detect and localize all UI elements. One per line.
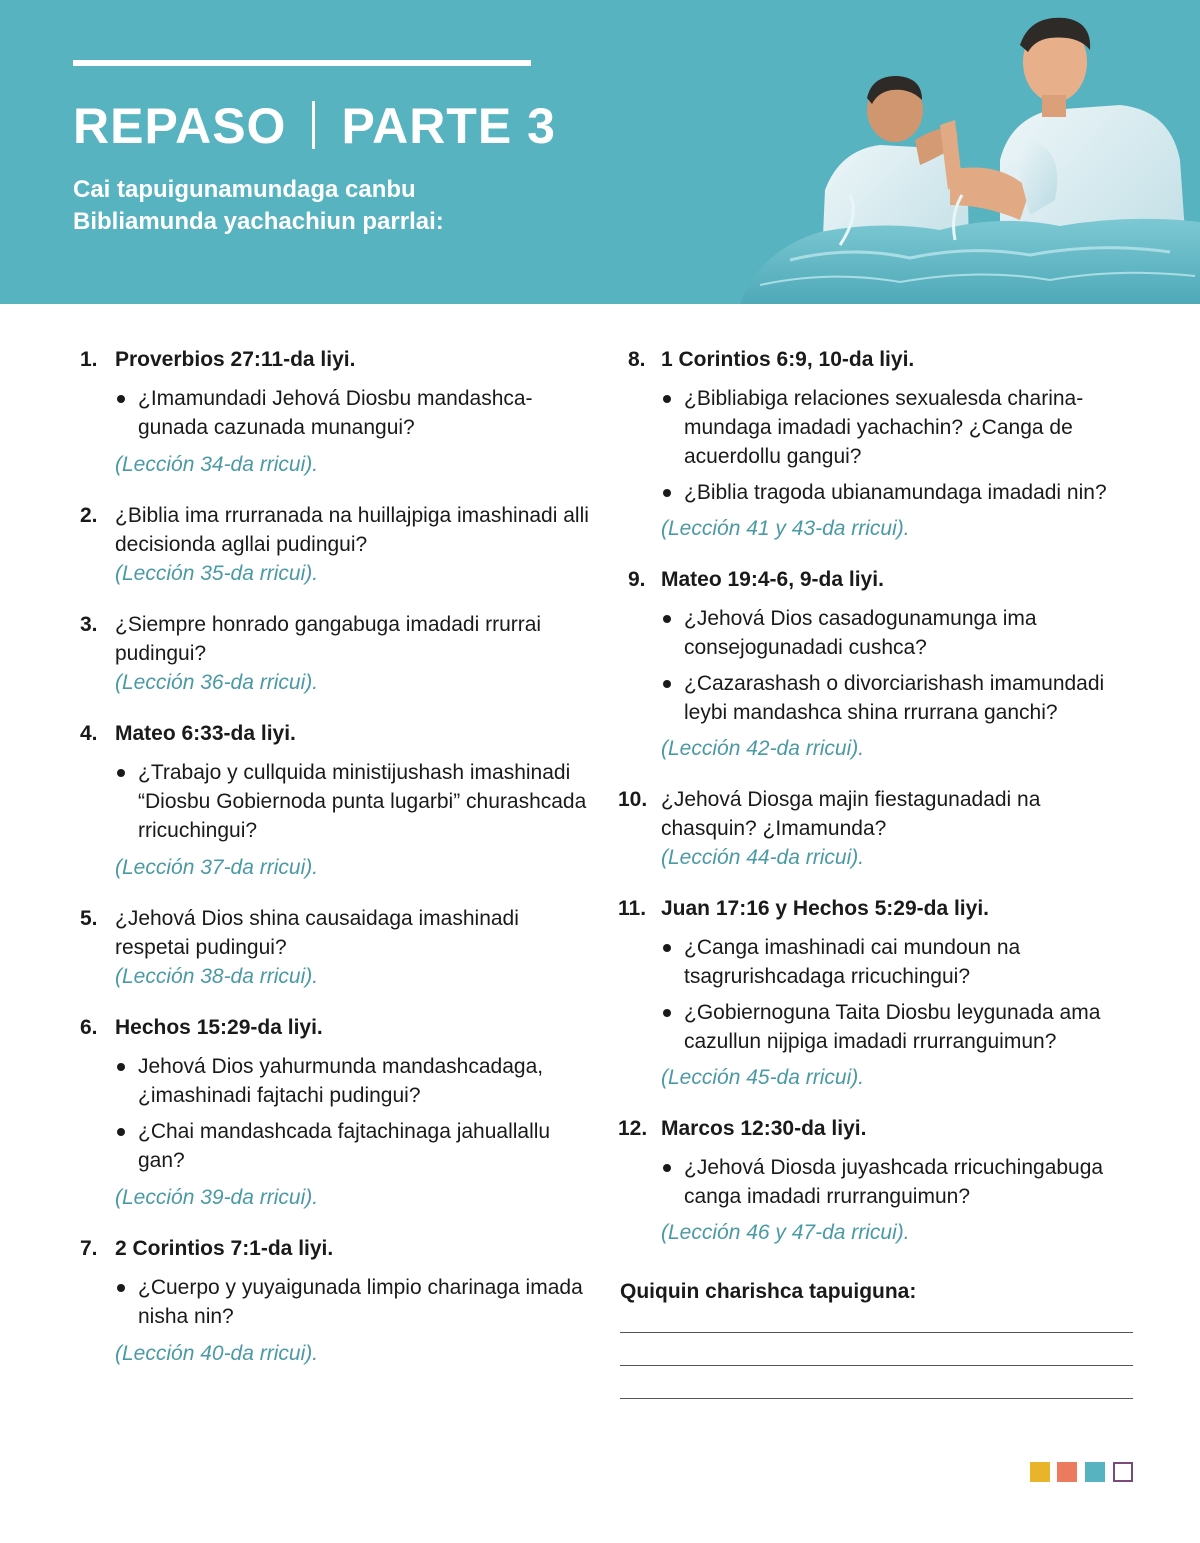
question-12 [618,1114,1138,1247]
question-title: Mateo 19:4-6, 9-da liyi. [661,568,884,591]
bullet-item [661,604,1138,662]
question-number: 3. [80,613,98,636]
bullet-item [661,384,1138,471]
bullet-text: ¿Jehová Diosda juyashcada rricuchingabuga canga imadadi rrurranguimun? [684,1156,1104,1208]
question-title: Juan 17:16 y Hechos 5:29-da liyi. [661,897,989,920]
question-bullets [115,1273,590,1331]
bullet-dot-icon [663,680,671,688]
bullet-dot-icon [117,1063,125,1071]
bullet-item [115,1273,590,1331]
left-column [80,345,590,1390]
question-number: 10. [618,788,648,811]
question-title: 2 Corintios 7:1-da liyi. [115,1237,334,1260]
question-number: 6. [80,1016,98,1039]
question-bullets [115,384,590,442]
bullet-text: ¿Jehová Dios casadogunamunga ima consejogunadadi cushca? [684,607,1037,659]
right-column [618,345,1138,1269]
title-left: REPASO [73,98,287,154]
question-number: 8. [628,348,646,371]
bullet-dot-icon [117,1128,125,1136]
bullet-text: ¿Cazarashash o divorciarishash imamundadi leybi mandashca shina rrurrana ganchi? [684,672,1105,724]
lesson-reference: (Lección 41 y 43-da rricui). [661,517,910,540]
question-bullets [661,1153,1138,1211]
bullet-text: ¿Bibliabiga relaciones sexualesda charinamundaga imadadi yachachin? ¿Canga de acuerdollu gangui? [684,387,1084,468]
teal-square-icon [1085,1462,1105,1482]
bullet-dot-icon [663,615,671,623]
lesson-reference: (Lección 44-da rricui). [661,846,865,869]
question-number: 9. [628,568,646,591]
page-subtitle [73,174,553,238]
bullet-text: ¿Canga imashinadi cai mundoun na tsagrurishcadaga rricuchingui? [684,936,1021,988]
question-text: ¿Jehová Diosga majin fiestagunadadi na chasquin? ¿Imamunda? [661,788,1041,840]
bullet-text: ¿Imamundadi Jehová Diosbu mandashcagunada cazunada munangui? [138,387,533,439]
title-right: PARTE 3 [341,98,556,154]
lesson-reference: (Lección 45-da rricui). [661,1066,865,1089]
question-7 [80,1234,590,1368]
header-banner [0,0,1200,304]
baptism-illustration [700,0,1200,304]
bullet-dot-icon [117,769,125,777]
outline-square-icon [1113,1462,1133,1482]
question-1 [80,345,590,479]
question-2 [80,501,590,588]
bullet-item [115,758,590,845]
bullet-text: ¿Gobiernoguna Taita Diosbu leygunada ama cazullun nijpiga imadadi rrurranguimun? [684,1001,1101,1053]
question-number: 12. [618,1117,648,1140]
subtitle-line-2: Bibliamunda yachachiun parrlai: [73,208,444,235]
note-line-3[interactable] [620,1398,1133,1399]
bullet-item [661,933,1138,991]
bullet-dot-icon [663,395,671,403]
question-bullets [115,758,590,845]
lesson-reference: (Lección 39-da rricui). [115,1186,319,1209]
lesson-reference: (Lección 42-da rricui). [661,737,865,760]
lesson-reference: (Lección 46 y 47-da rricui). [661,1221,910,1244]
bullet-item [661,1153,1138,1211]
question-text: ¿Biblia ima rrurranada na huillajpiga imashinadi alli decisionda agllai pudingui? [115,504,589,556]
question-title: Hechos 15:29-da liyi. [115,1016,323,1039]
lesson-reference: (Lección 36-da rricui). [115,671,319,694]
notes-label: Quiquin charishca tapuiguna: [620,1280,917,1303]
question-11 [618,894,1138,1092]
question-title: Mateo 6:33-da liyi. [115,722,296,745]
lesson-reference: (Lección 35-da rricui). [115,562,319,585]
page-title [73,96,556,156]
question-number: 1. [80,348,98,371]
bullet-item [115,384,590,442]
header-rule [73,60,531,66]
bullet-item [661,998,1138,1056]
question-bullets [661,604,1138,727]
question-title: Marcos 12:30-da liyi. [661,1117,867,1140]
bullet-text: ¿Biblia tragoda ubianamundaga imadadi nin? [684,481,1107,504]
yellow-square-icon [1030,1462,1050,1482]
lesson-reference: (Lección 37-da rricui). [115,856,319,879]
question-5 [80,904,590,991]
bullet-dot-icon [663,1009,671,1017]
bullet-text: Jehová Dios yahurmunda mandashcadaga, ¿imashinadi fajtachi pudingui? [138,1055,544,1107]
bullet-text: ¿Trabajo y cullquida ministijushash imashinadi “Diosbu Gobiernoda punta lugarbi” churashcada rricuchingui? [138,761,587,842]
question-title: Proverbios 27:11-da liyi. [115,348,356,371]
question-number: 2. [80,504,98,527]
question-number: 5. [80,907,98,930]
lesson-reference: (Lección 40-da rricui). [115,1342,319,1365]
question-text: ¿Jehová Dios shina causaidaga imashinadi respetai pudingui? [115,907,519,959]
bullet-dot-icon [117,1284,125,1292]
question-bullets [661,384,1138,507]
bullet-dot-icon [663,944,671,952]
question-number: 11. [618,897,647,920]
question-8 [618,345,1138,543]
lesson-reference: (Lección 34-da rricui). [115,453,319,476]
bullet-dot-icon [663,489,671,497]
question-6 [80,1013,590,1212]
bullet-dot-icon [663,1164,671,1172]
lesson-reference: (Lección 38-da rricui). [115,965,319,988]
question-title: 1 Corintios 6:9, 10-da liyi. [661,348,915,371]
bullet-item [115,1117,590,1175]
question-number: 4. [80,722,98,745]
subtitle-line-1: Cai tapuigunamundaga canbu [73,176,416,203]
bullet-text: ¿Cuerpo y yuyaigunada limpio charinaga imada nisha nin? [138,1276,583,1328]
question-number: 7. [80,1237,98,1260]
question-3 [80,610,590,697]
bullet-text: ¿Chai mandashcada fajtachinaga jahuallallu gan? [138,1120,551,1172]
bullet-item [115,1052,590,1110]
bullet-item [661,478,1138,507]
bullet-dot-icon [117,395,125,403]
note-line-1[interactable] [620,1332,1133,1333]
question-4 [80,719,590,882]
title-separator [312,101,315,149]
bullet-item [661,669,1138,727]
question-9 [618,565,1138,763]
orange-square-icon [1057,1462,1077,1482]
question-bullets [661,933,1138,1056]
question-bullets [115,1052,590,1175]
question-10 [618,785,1138,872]
question-text: ¿Siempre honrado gangabuga imadadi rrurrai pudingui? [115,613,542,665]
note-line-2[interactable] [620,1365,1133,1366]
